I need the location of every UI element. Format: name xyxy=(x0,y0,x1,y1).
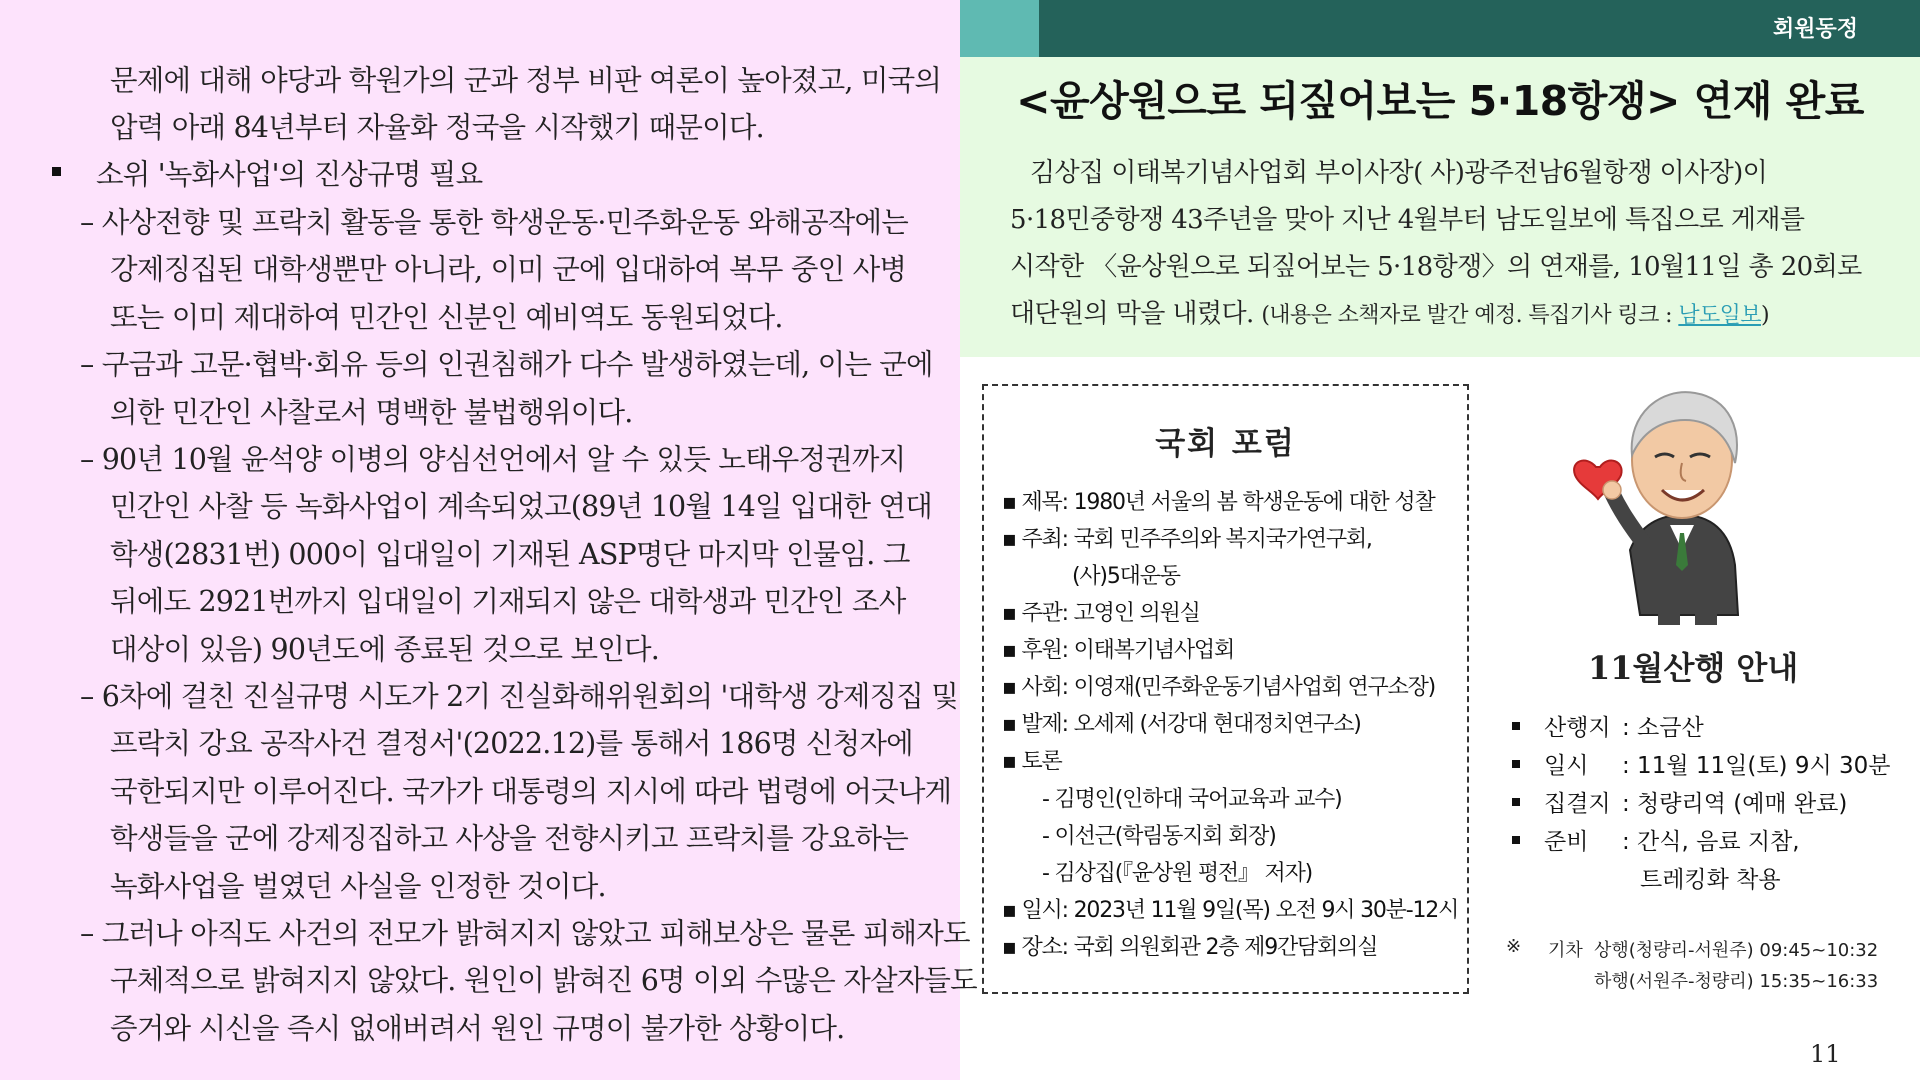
forum-item: - 김명인(인하대 국어교육과 교수) xyxy=(1042,787,1342,812)
bullet-square-icon xyxy=(1512,836,1520,844)
train-up: 상행(청량리-서원주) 09:45~10:32 xyxy=(1594,940,1879,961)
body-line: 강제징집된 대학생뿐만 아니라, 이미 군에 입대하여 복무 중인 사병 xyxy=(110,253,907,286)
body-line: 프락치 강요 공작사건 결정서'(2022.12)를 통해서 186명 신청자에 xyxy=(110,727,913,760)
hike-label: 준비 xyxy=(1544,829,1589,855)
hike-value: : 청량리역 (예매 완료) xyxy=(1622,791,1848,817)
news-headline: <윤상원으로 되짚어보는 5·18항쟁> 연재 완료 xyxy=(1016,77,1864,125)
hike-extra: 트레킹화 착용 xyxy=(1640,867,1781,893)
train-mark: ※ xyxy=(1506,936,1522,957)
header-accent-teal xyxy=(960,0,1039,57)
bullet-square-icon xyxy=(1512,722,1520,730)
body-line: – 그러나 아직도 사건의 전모가 밝혀지지 않았고 피해보상은 물론 피해자도 xyxy=(80,917,970,950)
body-line: – 90년 10월 윤석양 이병의 양심선언에서 알 수 있듯 노태우정권까지 xyxy=(80,443,906,476)
body-line: 민간인 사찰 등 녹화사업이 계속되었고(89년 10월 14일 입대한 연대 xyxy=(110,490,932,523)
forum-title: 국회 포럼 xyxy=(1155,426,1296,462)
bullet-square-icon xyxy=(1512,760,1520,768)
body-line: 증거와 시신을 즉시 없애버려서 원인 규명이 불가한 상황이다. xyxy=(110,1012,845,1045)
hike-value: : 11월 11일(토) 9시 30분 xyxy=(1622,753,1891,779)
forum-item: ▪ 주최: 국회 민주주의와 복지국가연구회, xyxy=(1002,527,1372,552)
hike-value: : 소금산 xyxy=(1622,715,1704,741)
body-line: 학생들을 군에 강제징집하고 사상을 전향시키고 프락치를 강요하는 xyxy=(110,822,909,855)
forum-item: (사)5대운동 xyxy=(1072,564,1180,589)
body-line: – 구금과 고문·협박·회유 등의 인권침해가 다수 발생하였는데, 이는 군에 xyxy=(80,348,933,381)
body-line: 국한되지만 이루어진다. 국가가 대통령의 지시에 따라 법령에 어긋나게 xyxy=(110,775,952,808)
news-note: (내용은 소책자로 발간 예정. 특집기사 링크 : xyxy=(1261,303,1679,328)
body-line: 문제에 대해 야당과 학원가의 군과 정부 비판 여론이 높아졌고, 미국의 xyxy=(110,64,942,97)
body-line: – 6차에 걸친 진실규명 시도가 2기 진실화해위원회의 '대학생 강제징집 및 xyxy=(80,680,958,713)
bullet-square-icon xyxy=(1512,798,1520,806)
news-line: 시작한 〈윤상원으로 되짚어보는 5·18항쟁〉의 연재를, 10월11일 총 20회로 xyxy=(1010,252,1862,282)
section-label: 회원동정 xyxy=(1772,17,1858,42)
forum-item: ▪ 주관: 고영인 의원실 xyxy=(1002,601,1200,626)
news-line-text: 대단원의 막을 내렸다. xyxy=(1010,299,1262,329)
forum-item: ▪ 일시: 2023년 11월 9일(목) 오전 9시 30분-12시 xyxy=(1002,898,1459,923)
body-line: 학생(2831번) 000이 입대일이 기재된 ASP명단 마지막 인물임. 그 xyxy=(110,538,910,571)
namdo-ilbo-link[interactable]: 남도일보 xyxy=(1678,303,1761,328)
body-line: 압력 아래 84년부터 자율화 정국을 시작했기 때문이다. xyxy=(110,111,764,144)
body-line: 의한 민간인 사찰로서 명백한 불법행위이다. xyxy=(110,396,633,429)
forum-item: ▪ 발제: 오세제 (서강대 현대정치연구소) xyxy=(1002,712,1361,737)
body-line: 구체적으로 밝혀지지 않았다. 원인이 밝혀진 6명 이외 수많은 자살자들도 xyxy=(110,964,977,997)
train-down: 하행(서원주-청량리) 15:35~16:33 xyxy=(1594,971,1879,992)
forum-item: ▪ 장소: 국회 의원회관 2층 제9간담회의실 xyxy=(1002,935,1378,960)
hike-value: : 간식, 음료 지참, xyxy=(1622,829,1800,855)
body-line: 녹화사업을 벌였던 사실을 인정한 것이다. xyxy=(110,870,606,903)
section-heading: 소위 '녹화사업'의 진상규명 필요 xyxy=(96,158,483,191)
body-line: 뒤에도 2921번까지 입대일이 기재되지 않은 대학생과 민간인 조사 xyxy=(110,585,906,618)
forum-item: - 김상집(『윤상원 평전』 저자) xyxy=(1042,861,1313,886)
forum-item: ▪ 제목: 1980년 서울의 봄 학생운동에 대한 성찰 xyxy=(1002,490,1435,515)
news-note-close: ) xyxy=(1760,303,1769,328)
train-label: 기차 xyxy=(1548,940,1583,961)
page-number: 11 xyxy=(1810,1040,1841,1068)
forum-item: ▪ 후원: 이태복기념사업회 xyxy=(1002,638,1235,663)
forum-item: ▪ 토론 xyxy=(1002,749,1062,774)
forum-item: ▪ 사회: 이영재(민주화운동기념사업회 연구소장) xyxy=(1002,675,1436,700)
forum-item: - 이선근(학림동지회 회장) xyxy=(1042,824,1276,849)
caricature-image xyxy=(1570,375,1770,625)
news-line xyxy=(1010,293,1769,330)
news-line: 5·18민중항쟁 43주년을 맞아 지난 4월부터 남도일보에 특집으로 게재를 xyxy=(1010,205,1805,235)
news-line: 김상집 이태복기념사업회 부이사장( 사)광주전남6월항쟁 이사장)이 xyxy=(1030,158,1768,188)
header-bar xyxy=(1039,0,1920,57)
hike-label: 집결지 xyxy=(1544,791,1611,817)
hike-label: 일시 xyxy=(1544,753,1589,779)
hike-title: 11월산행 안내 xyxy=(1588,649,1799,687)
body-line: 대상이 있음) 90년도에 종료된 것으로 보인다. xyxy=(110,633,659,666)
bullet-square-icon xyxy=(52,167,61,176)
hike-label: 산행지 xyxy=(1544,715,1611,741)
body-line: 또는 이미 제대하여 민간인 신분인 예비역도 동원되었다. xyxy=(110,301,783,334)
body-line: – 사상전향 및 프락치 활동을 통한 학생운동·민주화운동 와해공작에는 xyxy=(80,206,908,239)
